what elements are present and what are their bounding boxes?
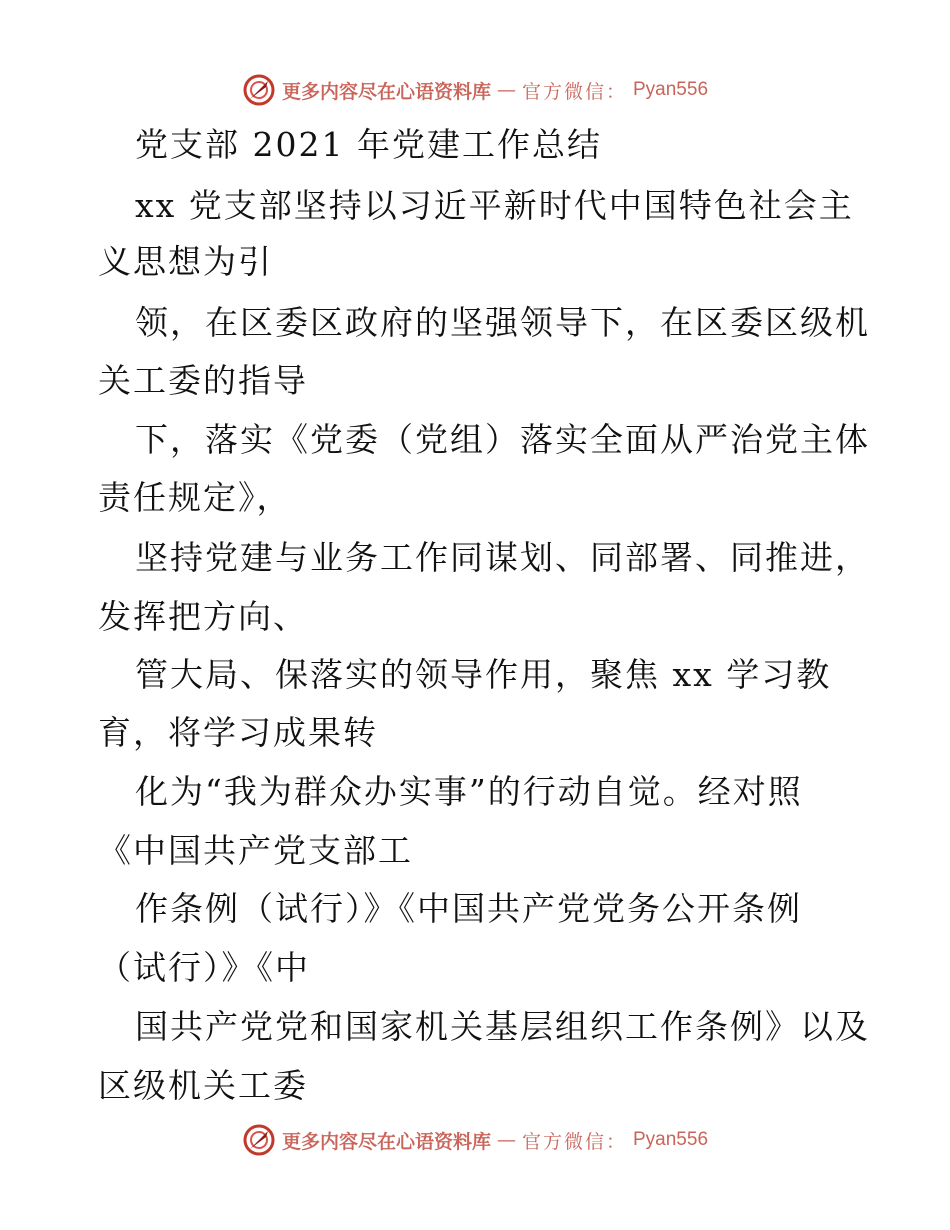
paragraph-line: 管大局、保落实的领导作用，聚焦 xx 学习教 xyxy=(135,655,832,694)
paragraph-line: 育，将学习成果转 xyxy=(98,713,378,752)
banner-separator: — xyxy=(496,79,516,101)
banner-main-text: 更多内容尽在心语资料库 xyxy=(281,1130,491,1153)
paragraph-line: 领，在区委区政府的坚强领导下，在区委区级机 xyxy=(135,303,870,342)
paragraph-line: 化为“我为群众办实事”的行动自觉。经对照 xyxy=(135,772,803,811)
paragraph-line: 下，落实《党委（党组）落实全面从严治党主体 xyxy=(135,420,870,459)
paragraph-line: 关工委的指导 xyxy=(98,361,308,400)
banner-wechat-id: Pyan556 xyxy=(633,79,709,100)
paragraph-line: 区级机关工委 xyxy=(98,1066,308,1105)
paragraph-line: 坚持党建与业务工作同谋划、同部署、同推进， xyxy=(135,538,870,577)
banner-wechat-id: Pyan556 xyxy=(633,1129,709,1150)
paragraph-line: 国共产党党和国家机关基层组织工作条例》以及 xyxy=(135,1007,870,1046)
logo-icon xyxy=(242,73,276,107)
paragraph-line: 责任规定》， xyxy=(98,478,292,517)
paragraph-line: 《中国共产党支部工 xyxy=(98,831,413,870)
banner-main-text: 更多内容尽在心语资料库 xyxy=(281,80,491,103)
paragraph-line: （试行）》《中 xyxy=(98,948,310,987)
header-banner xyxy=(0,70,950,110)
paragraph-line: 作条例（试行）》《中国共产党党务公开条例 xyxy=(135,889,802,928)
paragraph-line: 发挥把方向、 xyxy=(98,597,308,636)
banner-wechat-label: 官方微信： xyxy=(521,80,627,103)
banner-separator: — xyxy=(496,1129,516,1151)
paragraph-line: xx 党支部坚持以习近平新时代中国特色社会主 xyxy=(135,186,854,225)
logo-icon xyxy=(242,1123,276,1157)
document-title: 党支部 2021 年党建工作总结 xyxy=(135,125,602,164)
banner-wechat-label: 官方微信： xyxy=(521,1130,627,1153)
footer-banner xyxy=(0,1120,950,1160)
paragraph-line: 义思想为引 xyxy=(98,242,273,281)
